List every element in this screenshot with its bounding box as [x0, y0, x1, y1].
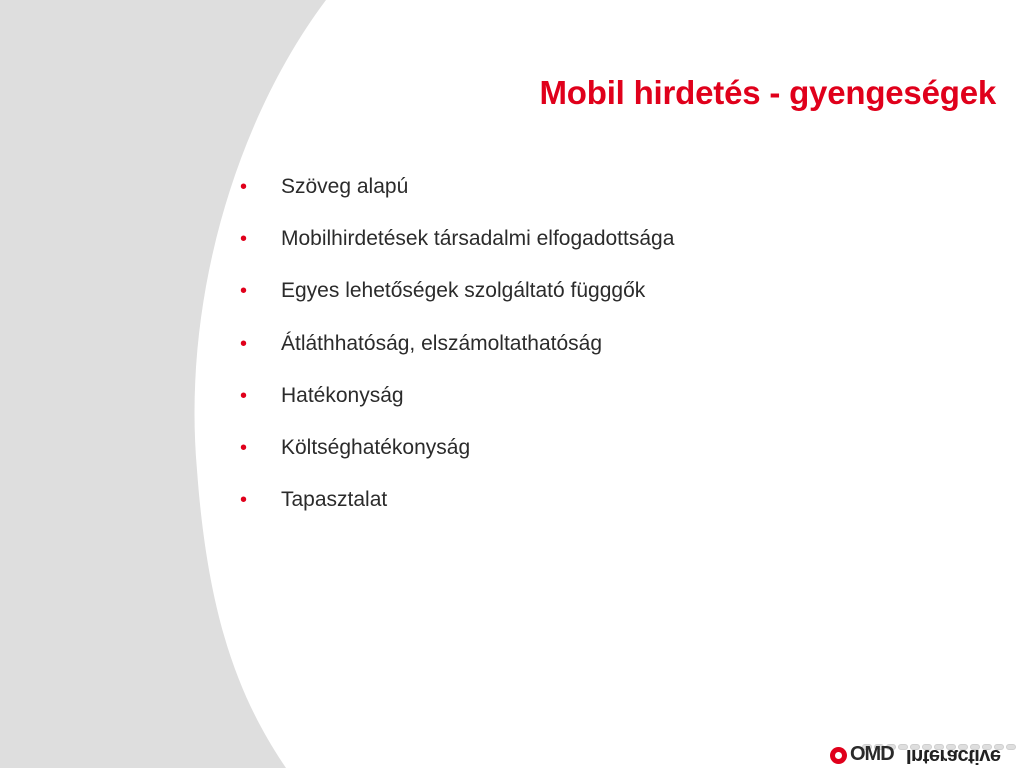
bullet-item	[240, 485, 674, 537]
bullet-text: Tapasztalat	[281, 488, 388, 512]
bullet-text: Átláthhatóság, elszámoltathatóság	[281, 331, 603, 355]
bullet-text: Mobilhirdetések társadalmi elfogadottsága	[281, 227, 675, 251]
bullet-item	[240, 433, 674, 485]
bullet-text: Szöveg alapú	[281, 175, 409, 198]
bullet-icon: •	[240, 489, 248, 512]
bullet-item	[240, 329, 674, 381]
omd-interactive-logo	[826, 730, 1022, 768]
logo-circle-icon	[830, 747, 847, 764]
bullet-item	[240, 276, 674, 328]
bullet-item	[240, 224, 674, 276]
bullet-item	[240, 381, 674, 433]
logo-brand: OMD	[850, 743, 894, 765]
bullet-icon: •	[240, 176, 248, 198]
slide-title: Mobil hirdetés - gyengeségek	[539, 74, 996, 111]
bullet-icon: •	[240, 384, 248, 407]
bullet-item	[240, 172, 674, 224]
bullet-icon: •	[240, 332, 248, 355]
bullet-text: Egyes lehetőségek szolgáltató függgők	[281, 279, 646, 303]
bullet-icon: •	[240, 436, 248, 459]
bullet-text: Hatékonyság	[281, 383, 404, 407]
bullet-list	[240, 172, 674, 537]
bullet-icon: •	[240, 280, 248, 303]
bullet-icon: •	[240, 228, 248, 251]
bullet-text: Költséghatékonyság	[281, 435, 471, 459]
logo-word: Interactive	[906, 745, 1001, 767]
